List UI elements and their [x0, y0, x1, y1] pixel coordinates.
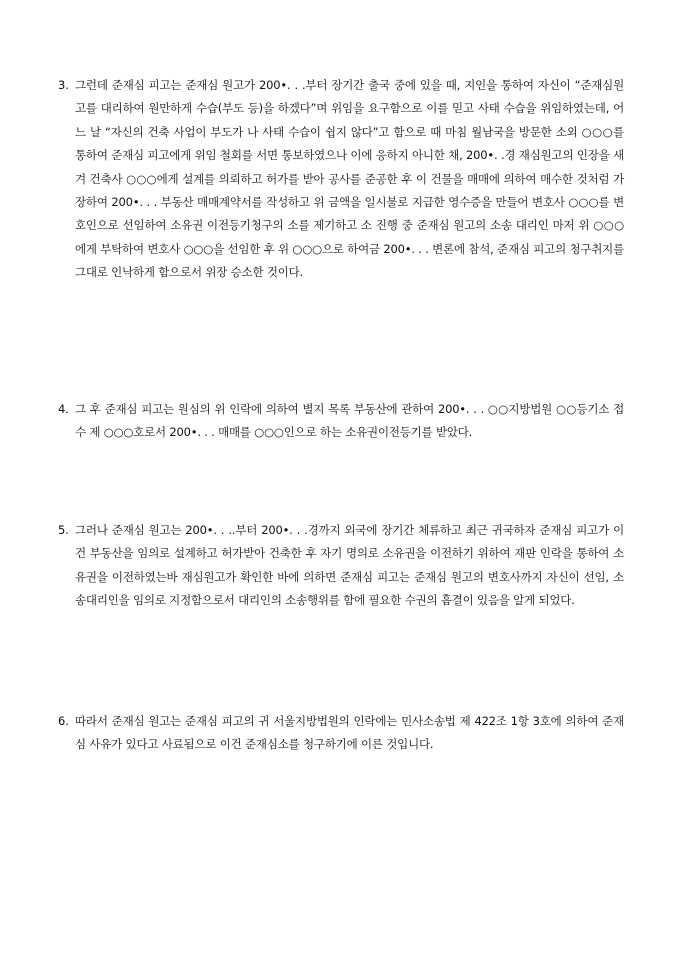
paragraph-text: 그러나 준재심 원고는 200•. . ..부터 200•. . .경까지 외국에 장기간 체류하고 최근 귀국하자 준재심 피고가 이건 부동산을 임의로 설계하고 허가받아 건축한 후 자기 명의로 소유권을 이전하기 위하여 재판 인락을 통하여 소유권을 이전하였는바 재심원고가 확인한 바에 의하면 준재심 피고는 준재심 원고의 변호사까지 자신이 선임, 소송대리인을 임의로 지정함으로서 대리인의 소송행위를 함에 필요한 수권의 흠결이 있음을 알게 되었다.	[75, 523, 624, 608]
paragraph-5	[58, 519, 624, 613]
paragraph-4	[58, 398, 624, 445]
paragraph-6	[58, 710, 624, 757]
paragraph-number: 3.	[58, 78, 69, 92]
paragraph-text: 그 후 준재심 피고는 원심의 위 인락에 의하여 별지 목록 부동산에 관하여 200•. . . ○○지방법원 ○○등기소 접수 제 ○○○호로서 200•. . . 매매를 ○○○인으로 하는 소유권이전등기를 받았다.	[75, 402, 624, 440]
paragraph-text: 그런데 준재심 피고는 준재심 원고가 200•. . .부터 장기간 출국 중에 있을 때, 지인을 통하여 자신이 “준재심원고를 대리하여 원만하게 수습(부도 등)을 하겠다”며 위임을 요구함으로 이를 믿고 사태 수습을 위임하였는데, 어느 날 “자신의 건축 사업이 부도가 나 사태 수습이 쉽지 않다”고 함으로 때 마침 월남국을 방문한 소외 ○○○를 통하여 준재심 피고에게 위임 철회를 서면 통보하였으나 이에 응하지 아니한 채, 200•. .경 재심원고의 인장을 새겨 건축사 ○○○에게 설계를 의뢰하고 허가를 받아 공사를 준공한 후 이 건물을 매매에 의하여 매수한 것처럼 가장하여 200•. . . 부동산 매매계약서를 작성하고 위 금액을 일시불로 지급한 영수증을 만들어 변호사 ○○○를 변호인으로 선임하여 소유권 이전등기청구의 소를 제기하고 소 진행 중 준재심 원고의 소송 대리인 마저 위 ○○○에게 부탁하여 변호사 ○○○을 선임한 후 위 ○○○으로 하여금 200•. . . 변론에 참석, 준재심 피고의 청구취지를 그대로 인낙하게 함으로서 위장 승소한 것이다.	[75, 78, 624, 280]
paragraph-text: 따라서 준재심 원고는 준재심 피고의 귀 서울지방법원의 인락에는 민사소송법 제 422조 1항 3호에 의하여 준재심 사유가 있다고 사료됨으로 이건 준재심소를 청구하기에 이른 것입니다.	[75, 714, 624, 752]
paragraph-number: 6.	[58, 714, 69, 728]
paragraph-number: 5.	[58, 523, 69, 537]
paragraph-3	[58, 74, 624, 285]
paragraph-number: 4.	[58, 402, 69, 416]
